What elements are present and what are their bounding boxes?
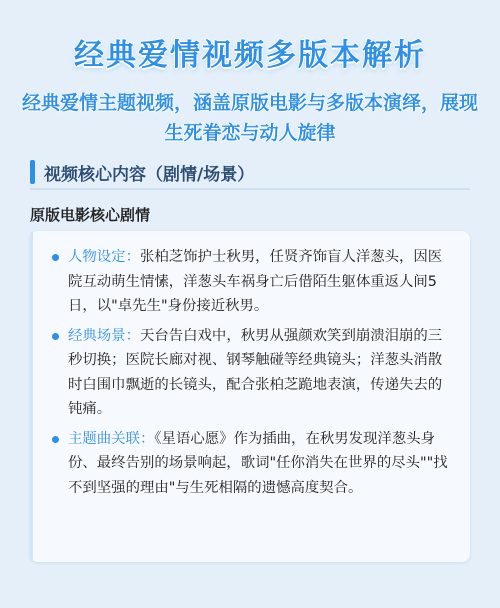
card-edge xyxy=(30,231,33,562)
item-text: 《星语心愿》作为插曲，在秋男发现洋葱头身份、最终告别的场景响起，歌词"任你消失在世界的尽头""找不到坚强的理由"与生死相隔的遗憾高度契合。 xyxy=(68,430,448,496)
list-item xyxy=(52,324,454,422)
list-item xyxy=(52,427,454,501)
page-title: 经典爱情视频多版本解析 xyxy=(74,38,426,73)
item-text: 张柏芝饰护士秋男，任贤齐饰盲人洋葱头，因医院互动萌生情愫，洋葱头车祸身亡后借陌生躯体重返人间5日，以"卓先生"身份接近秋男。 xyxy=(68,249,443,314)
section-header xyxy=(30,158,470,190)
item-key: 经典场景： xyxy=(68,327,140,344)
section-title: 视频核心内容（剧情/场景） xyxy=(44,165,255,185)
bullet-dot-icon xyxy=(52,333,59,340)
subsection-title: 原版电影核心剧情 xyxy=(30,206,151,224)
bullet-dot-icon xyxy=(52,254,59,261)
page-subtitle: 经典爱情主题视频，涵盖原版电影与多版本演绎，展现生死眷恋与动人旋律 xyxy=(21,92,478,144)
content-card xyxy=(30,231,470,562)
bullet-dot-icon xyxy=(52,436,59,443)
list-item xyxy=(52,245,454,319)
section-accent-bar xyxy=(30,160,35,184)
item-list xyxy=(30,231,470,500)
item-text: 天台告白戏中，秋男从强颜欢笑到崩溃泪崩的三秒切换；医院长廊对视、钢琴触碰等经典镜头；洋葱头消散时白围巾飘逝的长镜头，配合张柏芝跪地表演，传递失去的钝痛。 xyxy=(68,327,443,417)
item-key: 人物设定： xyxy=(68,249,140,265)
item-key: 主题曲关联： xyxy=(68,430,155,447)
